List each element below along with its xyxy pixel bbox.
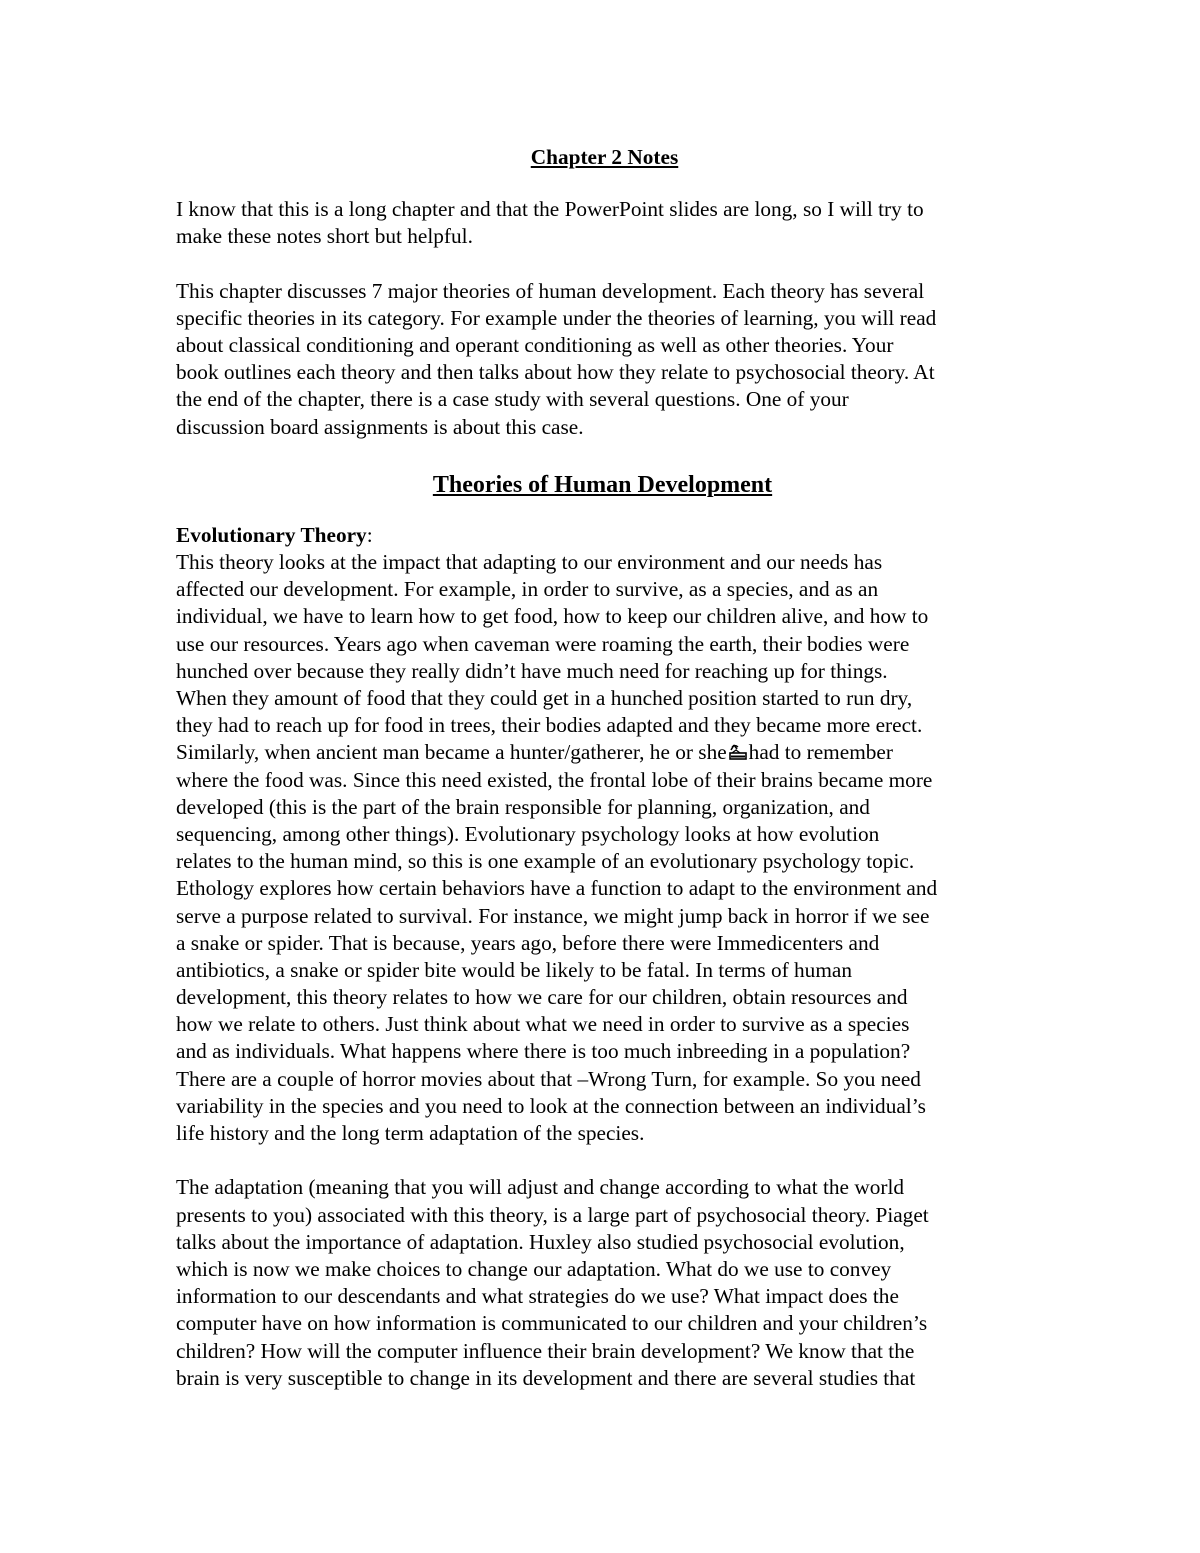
section-heading-line xyxy=(176,522,1036,549)
sandbox-icon xyxy=(728,741,748,759)
text-line: they had to reach up for food in trees, their bodies adapted and they became more erect. xyxy=(176,713,923,738)
text-line: book outlines each theory and then talks about how they relate to psychosocial theory. At xyxy=(176,360,935,385)
text-line-with-icon xyxy=(176,739,1036,766)
text-line: Ethology explores how certain behaviors have a function to adapt to the environment and xyxy=(176,876,938,901)
text-line: individual, we have to learn how to get food, how to keep our children alive, and how to xyxy=(176,604,929,629)
evolutionary-theory-section xyxy=(176,522,1036,1147)
text-line: the end of the chapter, there is a case study with several questions. One of your xyxy=(176,387,849,412)
text-line: The adaptation (meaning that you will adjust and change according to what the world xyxy=(176,1175,905,1200)
text-line: sequencing, among other things). Evolutionary psychology looks at how evolution xyxy=(176,821,880,846)
text-line: a snake or spider. That is because, years ago, before there were Immedicenters and xyxy=(176,930,880,955)
text-line: There are a couple of horror movies about that –Wrong Turn, for example. So you need xyxy=(176,1066,921,1091)
text-line: how we relate to others. Just think about what we need in order to survive as a species xyxy=(176,1012,910,1037)
text-line: affected our development. For example, in order to survive, as a species, and as an xyxy=(176,577,879,602)
section-heading-suffix: : xyxy=(366,522,373,547)
document-page xyxy=(176,140,1036,1419)
chapter-title: Chapter 2 Notes xyxy=(530,145,679,169)
text-line: brain is very susceptible to change in its development and there are several studies that xyxy=(176,1365,916,1390)
text-line: and as individuals. What happens where there is too much inbreeding in a population? xyxy=(176,1039,911,1064)
section-heading: Evolutionary Theory xyxy=(176,522,367,547)
text-line: relates to the human mind, so this is one example of an evolutionary psychology topic. xyxy=(176,849,915,874)
text-line: developed (this is the part of the brain responsible for planning, organization, and xyxy=(176,794,870,819)
text-line: specific theories in its category. For example under the theories of learning, you will read xyxy=(176,305,937,330)
text-line: computer have on how information is communicated to our children and your children’s xyxy=(176,1311,928,1336)
text-line: discussion board assignments is about this case. xyxy=(176,414,584,439)
text-line: This chapter discusses 7 major theories of human development. Each theory has several xyxy=(176,278,925,303)
text-line: use our resources. Years ago when caveman were roaming the earth, their bodies were xyxy=(176,631,910,656)
text-line: development, this theory relates to how we care for our children, obtain resources and xyxy=(176,985,908,1010)
text-line: talks about the importance of adaptation. Huxley also studied psychosocial evolution, xyxy=(176,1229,905,1254)
main-heading: Theories of Human Development xyxy=(432,471,773,498)
overview-paragraph xyxy=(176,278,1036,441)
text-line: This theory looks at the impact that adapting to our environment and our needs has xyxy=(176,550,883,575)
intro-paragraph xyxy=(176,196,1036,250)
text-line: When they amount of food that they could get in a hunched position started to run dry, xyxy=(176,686,913,710)
text-line: presents to you) associated with this theory, is a large part of psychosocial theory. Piaget xyxy=(176,1202,929,1227)
adaptation-paragraph xyxy=(176,1174,1036,1392)
text-line: serve a purpose related to survival. For instance, we might jump back in horror if we see xyxy=(176,903,930,928)
text-line: where the food was. Since this need existed, the frontal lobe of their brains became more xyxy=(176,767,933,792)
text-line: variability in the species and you need to look at the connection between an individual’s xyxy=(176,1093,926,1118)
text-line: make these notes short but helpful. xyxy=(176,224,473,249)
text-line: life history and the long term adaptation of the species. xyxy=(176,1121,645,1145)
text-line: which is now we make choices to change our adaptation. What do we use to convey xyxy=(176,1256,892,1281)
text-line: children? How will the computer influence their brain development? We know that the xyxy=(176,1338,915,1363)
text-line: about classical conditioning and operant conditioning as well as other theories. Your xyxy=(176,332,894,357)
text-line: antibiotics, a snake or spider bite would be likely to be fatal. In terms of human xyxy=(176,957,852,982)
text-line: hunched over because they really didn’t have much need for reaching up for things. xyxy=(176,658,888,683)
text-line: I know that this is a long chapter and that the PowerPoint slides are long, so I will try to xyxy=(176,197,924,221)
icon-line-before: Similarly, when ancient man became a hunter/gatherer, he or she xyxy=(176,740,727,765)
text-line: information to our descendants and what strategies do we use? What impact does the xyxy=(176,1284,899,1309)
icon-line-after: had to remember xyxy=(748,740,893,765)
